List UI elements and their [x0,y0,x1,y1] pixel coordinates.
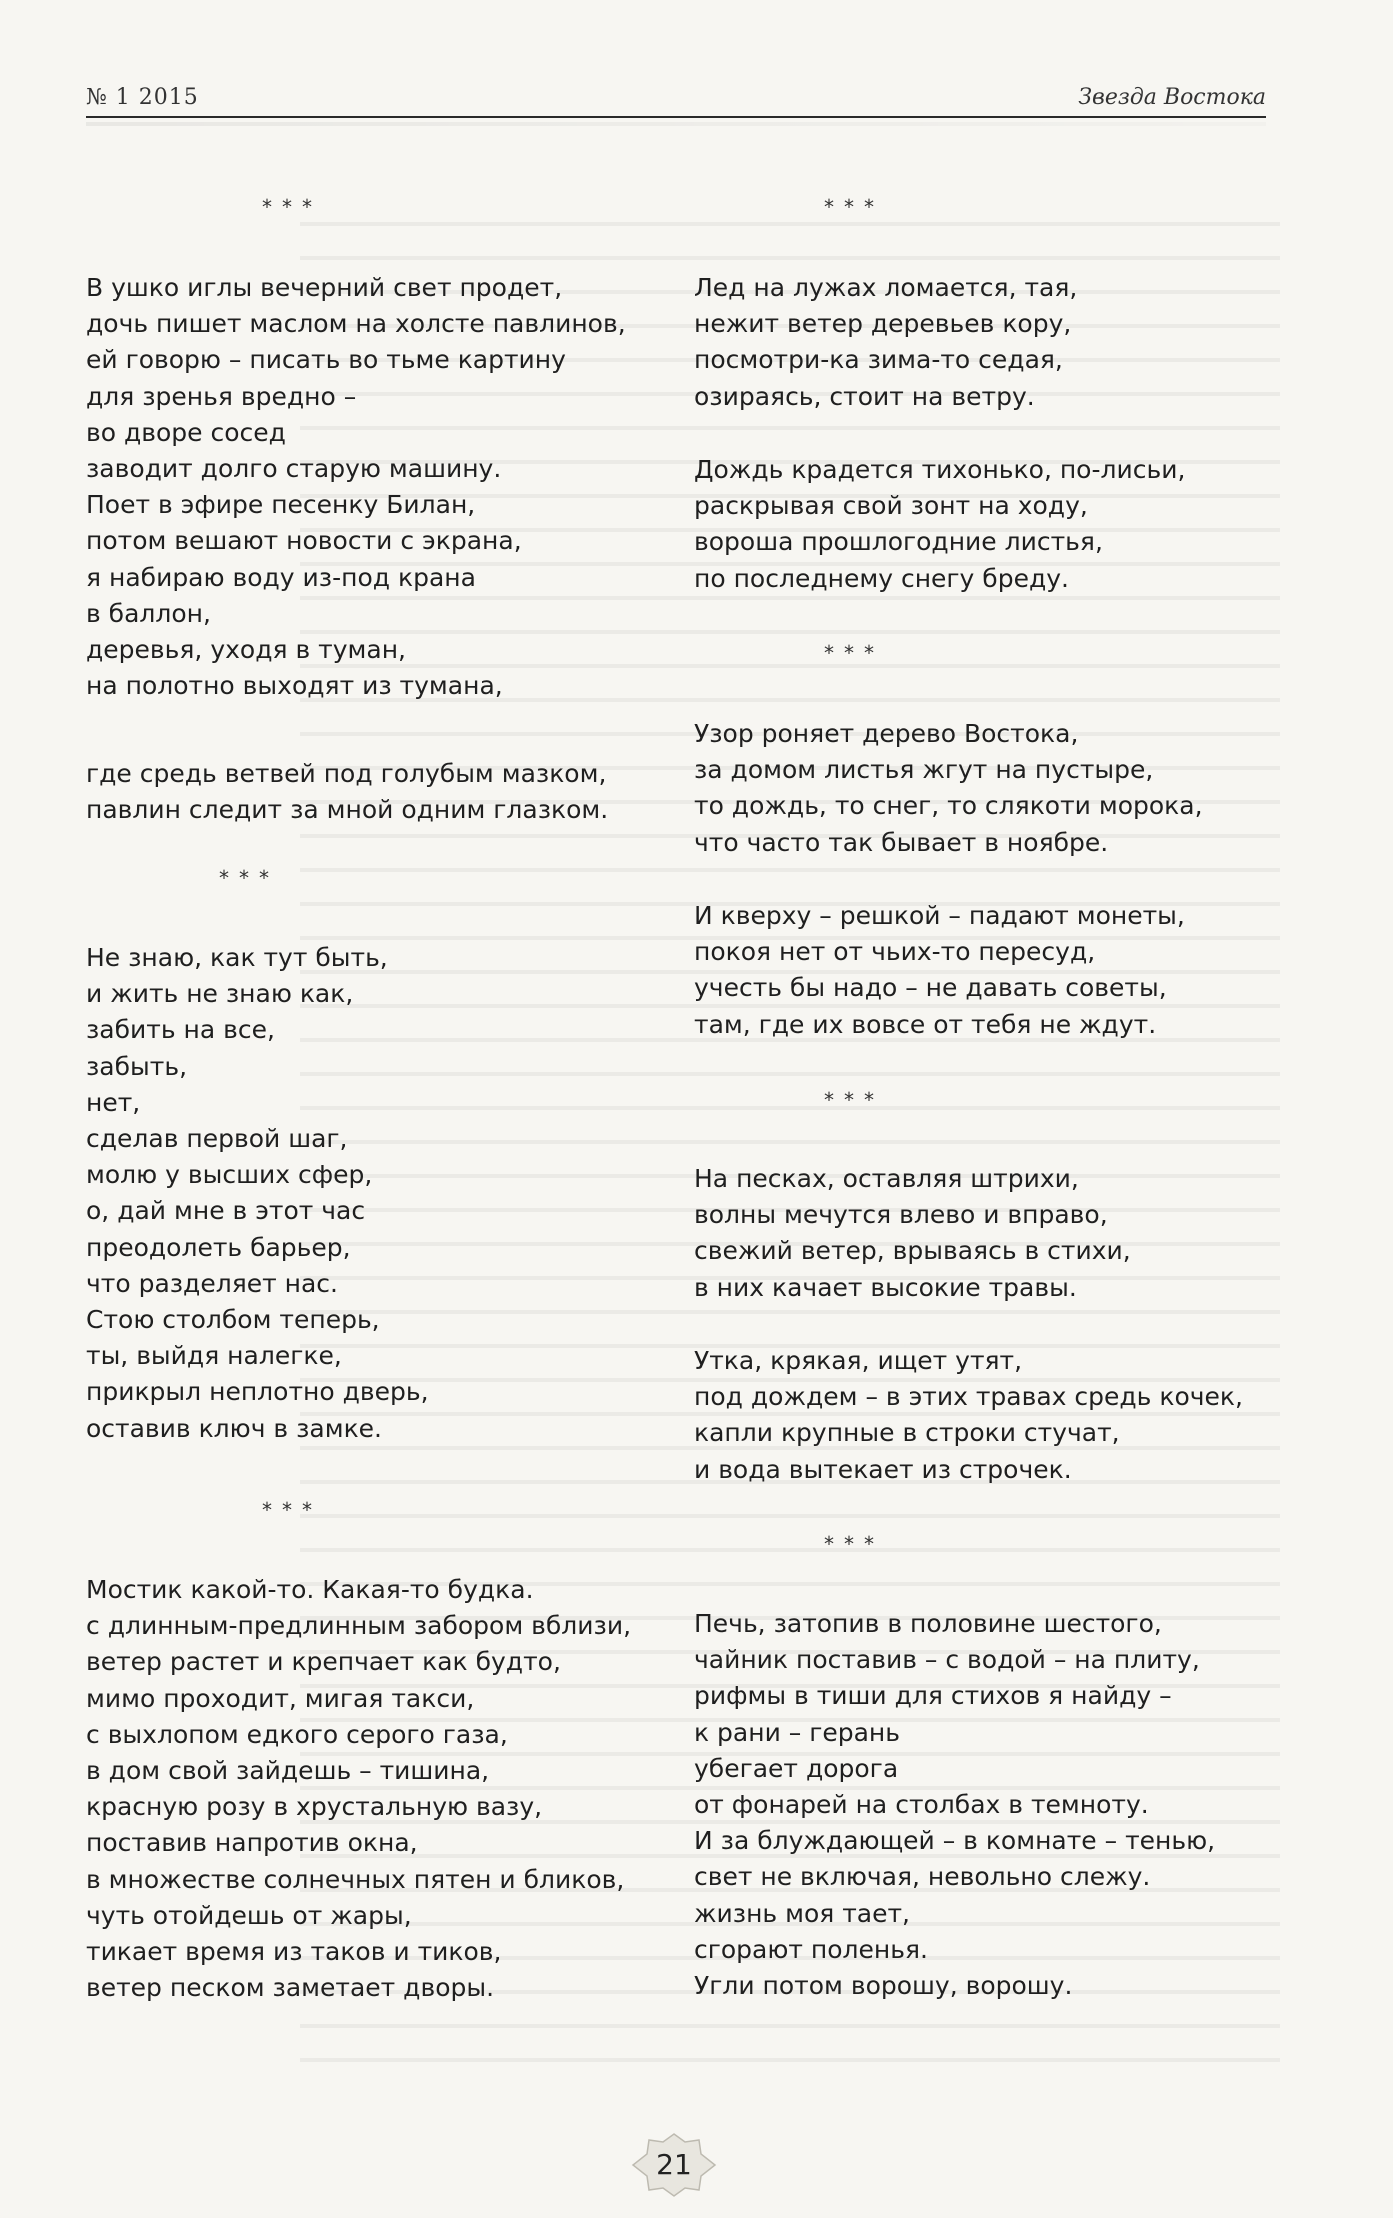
poem-line: в дом свой зайдешь – тишина, [86,1756,490,1786]
separator-right-3: *** [824,1088,884,1112]
header-rule-shadow [86,122,1266,126]
poem-line: свет не включая, невольно слежу. [694,1862,1151,1892]
poem-line: чуть отойдешь от жары, [86,1900,412,1930]
poem-line: ветер песком заметает дворы. [86,1973,495,2003]
poem-line: потом вешают новости с экрана, [86,526,522,556]
poem-line: что разделяет нас. [86,1268,338,1298]
poem-line: я набираю воду из-под крана [86,562,476,592]
poem-line: для зренья вредно – [86,381,357,411]
poem-line: На песках, оставляя штрихи, [694,1164,1079,1193]
journal-title: Звезда Востока [1078,85,1266,110]
poem-line: где средь ветвей под голубым мазком, [86,759,607,788]
separator-left-2: *** [219,866,279,890]
poem-line: убегает дорога [694,1753,899,1783]
poem-line: И кверху – решкой – падают монеты, [694,901,1185,930]
poem-line: Утка, крякая, ищет утят, [694,1346,1023,1375]
poem-line: И за блуждающей – в комнате – тенью, [694,1826,1216,1856]
poem-line: волны мечутся влево и вправо, [694,1200,1108,1230]
right-poem-4 [694,1606,1215,2004]
issue-number: № 1 2015 [86,85,199,110]
poem-line: рифмы в тиши для стихов я найду – [694,1681,1172,1711]
poem-line: по последнему снегу бреду. [694,563,1069,593]
poem-line: в них качает высокие травы. [694,1272,1077,1302]
poem-line: учесть бы надо – не давать советы, [694,973,1167,1003]
poem-line: сделав первой шаг, [86,1124,348,1154]
poem-line: преодолеть барьер, [86,1232,351,1262]
right-poem-2-stanza-2 [694,898,1185,1043]
poem-line: нет, [86,1087,141,1117]
poem-line: за домом листья жгут на пустыре, [694,755,1154,785]
poem-line: капли крупные в строки стучат, [694,1418,1120,1448]
poem-line: свежий ветер, врываясь в стихи, [694,1236,1131,1266]
poem-line: сгорают поленья. [694,1934,928,1964]
poem-line: Лед на лужах ломается, тая, [694,273,1078,302]
right-poem-3-stanza-2 [694,1343,1243,1488]
poem-line: Печь, затопив в половине шестого, [694,1609,1162,1638]
poem-line: оставив ключ в замке. [86,1413,383,1443]
separator-left-3: *** [262,1498,322,1522]
poem-line: тикает время из таков и тиков, [86,1937,502,1967]
poem-line: чайник поставив – с водой – на плиту, [694,1645,1200,1675]
poem-line: Мостик какой-то. Какая-то будка. [86,1575,534,1604]
poem-line: В ушко иглы вечерний свет продет, [86,273,563,302]
poem-line: под дождем – в этих травах средь кочек, [694,1382,1243,1412]
poem-line: забить на все, [86,1015,275,1045]
poem-line: красную розу в хрустальную вазу, [86,1792,543,1822]
poem-line: забыть, [86,1051,188,1081]
poem-line: Дождь крадется тихонько, по-лисьи, [694,455,1186,484]
poem-line: что часто так бывает в ноябре. [694,827,1109,857]
poem-line: Стою столбом теперь, [86,1305,380,1335]
poem-line: и жить не знаю как, [86,979,354,1009]
left-poem-2 [86,940,429,1447]
poem-line: во дворе сосед [86,417,286,447]
poem-line: ты, выйдя налегке, [86,1341,342,1371]
poem-line: посмотри-ка зима-то седая, [694,345,1063,375]
page-number: 21 [656,2148,692,2181]
poem-line: прикрыл неплотно дверь, [86,1377,429,1407]
poem-line: на полотно выходят из тумана, [86,671,503,701]
poem-line: раскрывая свой зонт на ходу, [694,491,1088,521]
poem-line: Узор роняет дерево Востока, [694,719,1079,748]
poem-line: Поет в эфире песенку Билан, [86,490,476,520]
poem-line: покоя нет от чьих-то пересуд, [694,937,1096,967]
poem-line: озираясь, стоит на ветру. [694,381,1035,411]
page-number-badge [629,2132,719,2198]
poem-line: вороша прошлогодние листья, [694,527,1103,557]
poem-line: ей говорю – писать во тьме картину [86,345,566,375]
poem-line: с выхлопом едкого серого газа, [86,1719,508,1749]
poem-line: к рани – герань [694,1717,901,1747]
poem-line: заводит долго старую машину. [86,454,502,484]
separator-left-1: *** [262,195,322,219]
poem-line: с длинным-предлинным забором вблизи, [86,1611,632,1641]
separator-right-2: *** [824,641,884,665]
left-poem-1 [86,270,626,704]
poem-line: то дождь, то снег, то слякоти морока, [694,791,1203,821]
poem-line: молю у высших сфер, [86,1160,373,1190]
right-poem-1-stanza-1 [694,270,1077,415]
poem-line: деревья, уходя в туман, [86,635,406,665]
poem-line: дочь пишет маслом на холсте павлинов, [86,309,626,339]
poem-line: нежит ветер деревьев кору, [694,309,1072,339]
poem-line: в множестве солнечных пятен и бликов, [86,1864,625,1894]
poem-line: жизнь моя тает, [694,1898,911,1928]
poem-line: и вода вытекает из строчек. [694,1454,1072,1484]
poem-line: о, дай мне в этот час [86,1196,366,1226]
left-poem-1-ending [86,756,608,828]
poem-line: в баллон, [86,598,211,628]
separator-right-4: *** [824,1532,884,1556]
poem-line: поставив напротив окна, [86,1828,418,1858]
separator-right-1: *** [824,195,884,219]
right-poem-1-stanza-2 [694,452,1185,597]
poem-line: ветер растет и крепчает как будто, [86,1647,561,1677]
poem-line: Угли потом ворошу, ворошу. [694,1971,1073,2001]
left-poem-3 [86,1572,631,2006]
right-poem-2-stanza-1 [694,716,1203,861]
poem-line: мимо проходит, мигая такси, [86,1683,475,1713]
poem-line: Не знаю, как тут быть, [86,943,388,972]
right-poem-3-stanza-1 [694,1161,1131,1306]
poem-line: павлин следит за мной одним глазком. [86,795,609,825]
poem-line: от фонарей на столбах в темноту. [694,1790,1149,1820]
poem-line: там, где их вовсе от тебя не ждут. [694,1009,1157,1039]
page-header [86,80,1266,118]
